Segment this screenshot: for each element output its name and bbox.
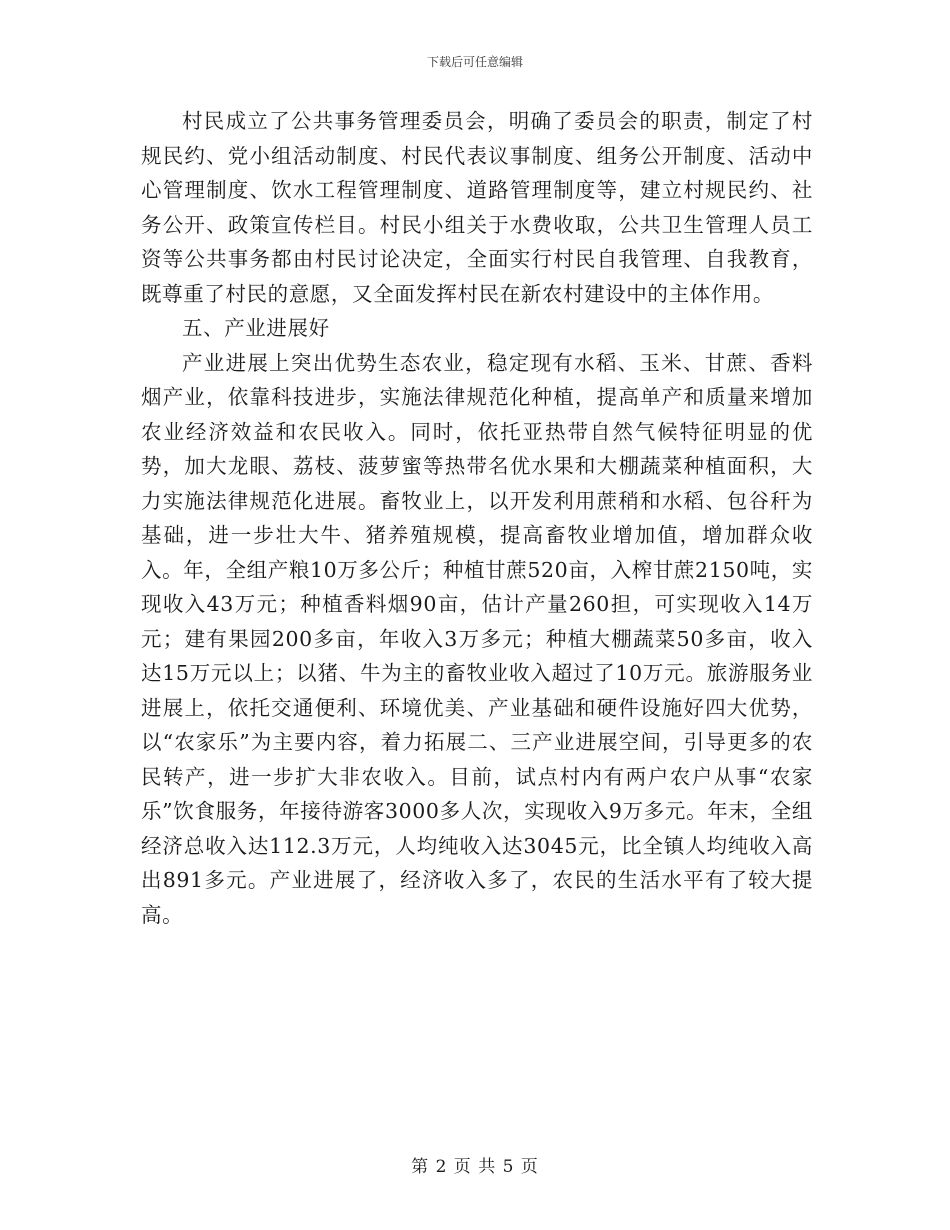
page-number: 第 2 页 共 5 页 [411, 1157, 539, 1177]
paragraph-public-affairs: 村民成立了公共事务管理委员会，明确了委员会的职责，制定了村规民约、党小组活动制度、村民代表议事制度、组务公开制度、活动中心管理制度、饮水工程管理制度、道路管理制度等，建立村规民约、社务公开、政策宣传栏目。村民小组关于水费收取，公共卫生管理人员工资等公共事务都由村民讨论决定，全面实行村民自我管理、自我教育，既尊重了村民的意愿，又全面发挥村民在新农村建设中的主体作用。 [141, 109, 813, 306]
page-header: 下载后可任意编辑 [426, 55, 523, 69]
paragraph-industry-development: 产业进展上突出优势生态农业，稳定现有水稻、玉米、甘蔗、香料烟产业，依靠科技进步，实施法律规范化种植，提高单产和质量来增加农业经济效益和农民收入。同时，依托亚热带自然气候特征明显的优势，加大龙眼、荔枝、菠萝蜜等热带名优水果和大棚蔬菜种植面积，大力实施法律规范化进展。畜牧业上，以开发利用蔗稍和水稻、包谷秆为基础，进一步壮大牛、猪养殖规模，提高畜牧业增加值，增加群众收入。年，全组产粮10万多公斤；种植甘蔗520亩，入榨甘蔗2150吨，实现收入43万元；种植香料烟90亩，估计产量260担，可实现收入14万元；建有果园200多亩，年收入3万多元；种植大棚蔬菜50多亩，收入达15万元以上；以猪、牛为主的畜牧业收入超过了10万元。旅游服务业进展上，依托交通便利、环境优美、产业基础和硬件设施好四大优势，以“农家乐”为主要内容，着力拓展二、三产业进展空间，引导更多的农民转产，进一步扩大非农收入。目前，试点村内有两户农户从事“农家乐”饮食服务，年接待游客3000多人次，实现收入9万多元。年末，全组经济总收入达112.3万元，人均纯收入达3045元，比全镇人均纯收入高出891多元。产业进展了，经济收入多了，农民的生活水平有了较大提高。 [141, 350, 813, 927]
document-body [141, 104, 813, 932]
section-heading-industry: 五、产业进展好 [182, 316, 330, 340]
